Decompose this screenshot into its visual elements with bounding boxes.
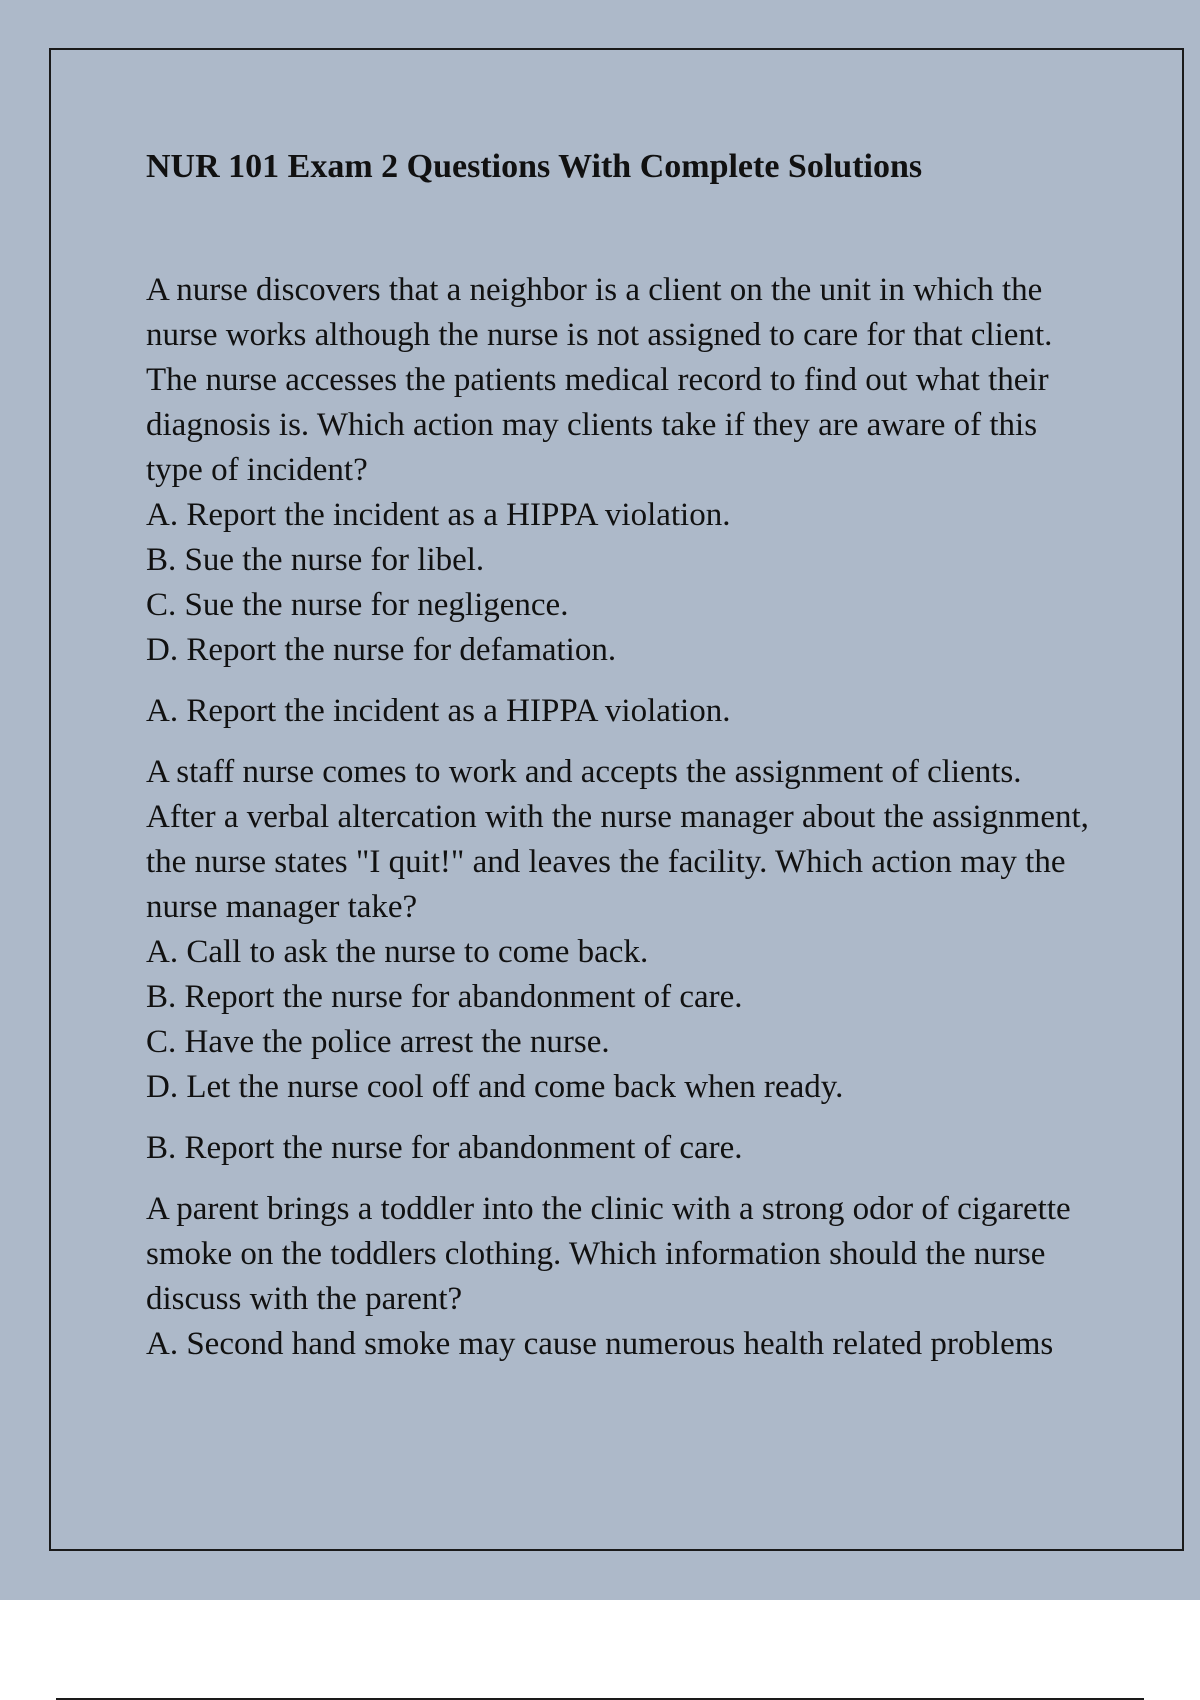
option-a: A. Report the incident as a HIPPA violation. — [146, 497, 731, 533]
question-block-3 — [146, 1187, 1096, 1367]
option-d: D. Let the nurse cool off and come back when ready. — [146, 1069, 844, 1105]
option-b: B. Report the nurse for abandonment of care. — [146, 979, 743, 1015]
question-block-2 — [146, 750, 1096, 1171]
document-title: NUR 101 Exam 2 Questions With Complete Solutions — [146, 148, 923, 185]
document-body — [146, 268, 1096, 1367]
option-c: C. Have the police arrest the nurse. — [146, 1024, 610, 1060]
question-block-1 — [146, 268, 1096, 734]
option-b: B. Sue the nurse for libel. — [146, 542, 485, 578]
option-d: D. Report the nurse for defamation. — [146, 632, 617, 668]
option-c: C. Sue the nurse for negligence. — [146, 587, 569, 623]
option-list — [146, 493, 1096, 673]
question-text: A parent brings a toddler into the clinic with a strong odor of cigarette smoke on the toddlers clothing. Which information should the nurse discuss with the parent? — [146, 1191, 1071, 1317]
option-a: A. Second hand smoke may cause numerous health related problems — [146, 1326, 1054, 1362]
option-list — [146, 1322, 1096, 1367]
answer-text: B. Report the nurse for abandonment of care. — [146, 1130, 743, 1166]
question-text: A nurse discovers that a neighbor is a client on the unit in which the nurse works although the nurse is not assigned to care for that client. The nurse accesses the patients medical record to find out what their diagnosis is. Which action may clients take if they are aware of this type of incident? — [146, 272, 1053, 488]
option-a: A. Call to ask the nurse to come back. — [146, 934, 649, 970]
option-list — [146, 930, 1096, 1110]
answer-text: A. Report the incident as a HIPPA violation. — [146, 693, 731, 729]
question-text: A staff nurse comes to work and accepts the assignment of clients. After a verbal altercation with the nurse manager about the assignment, the nurse states "I quit!" and leaves the facility. Which action may the nurse manager take? — [146, 754, 1089, 925]
